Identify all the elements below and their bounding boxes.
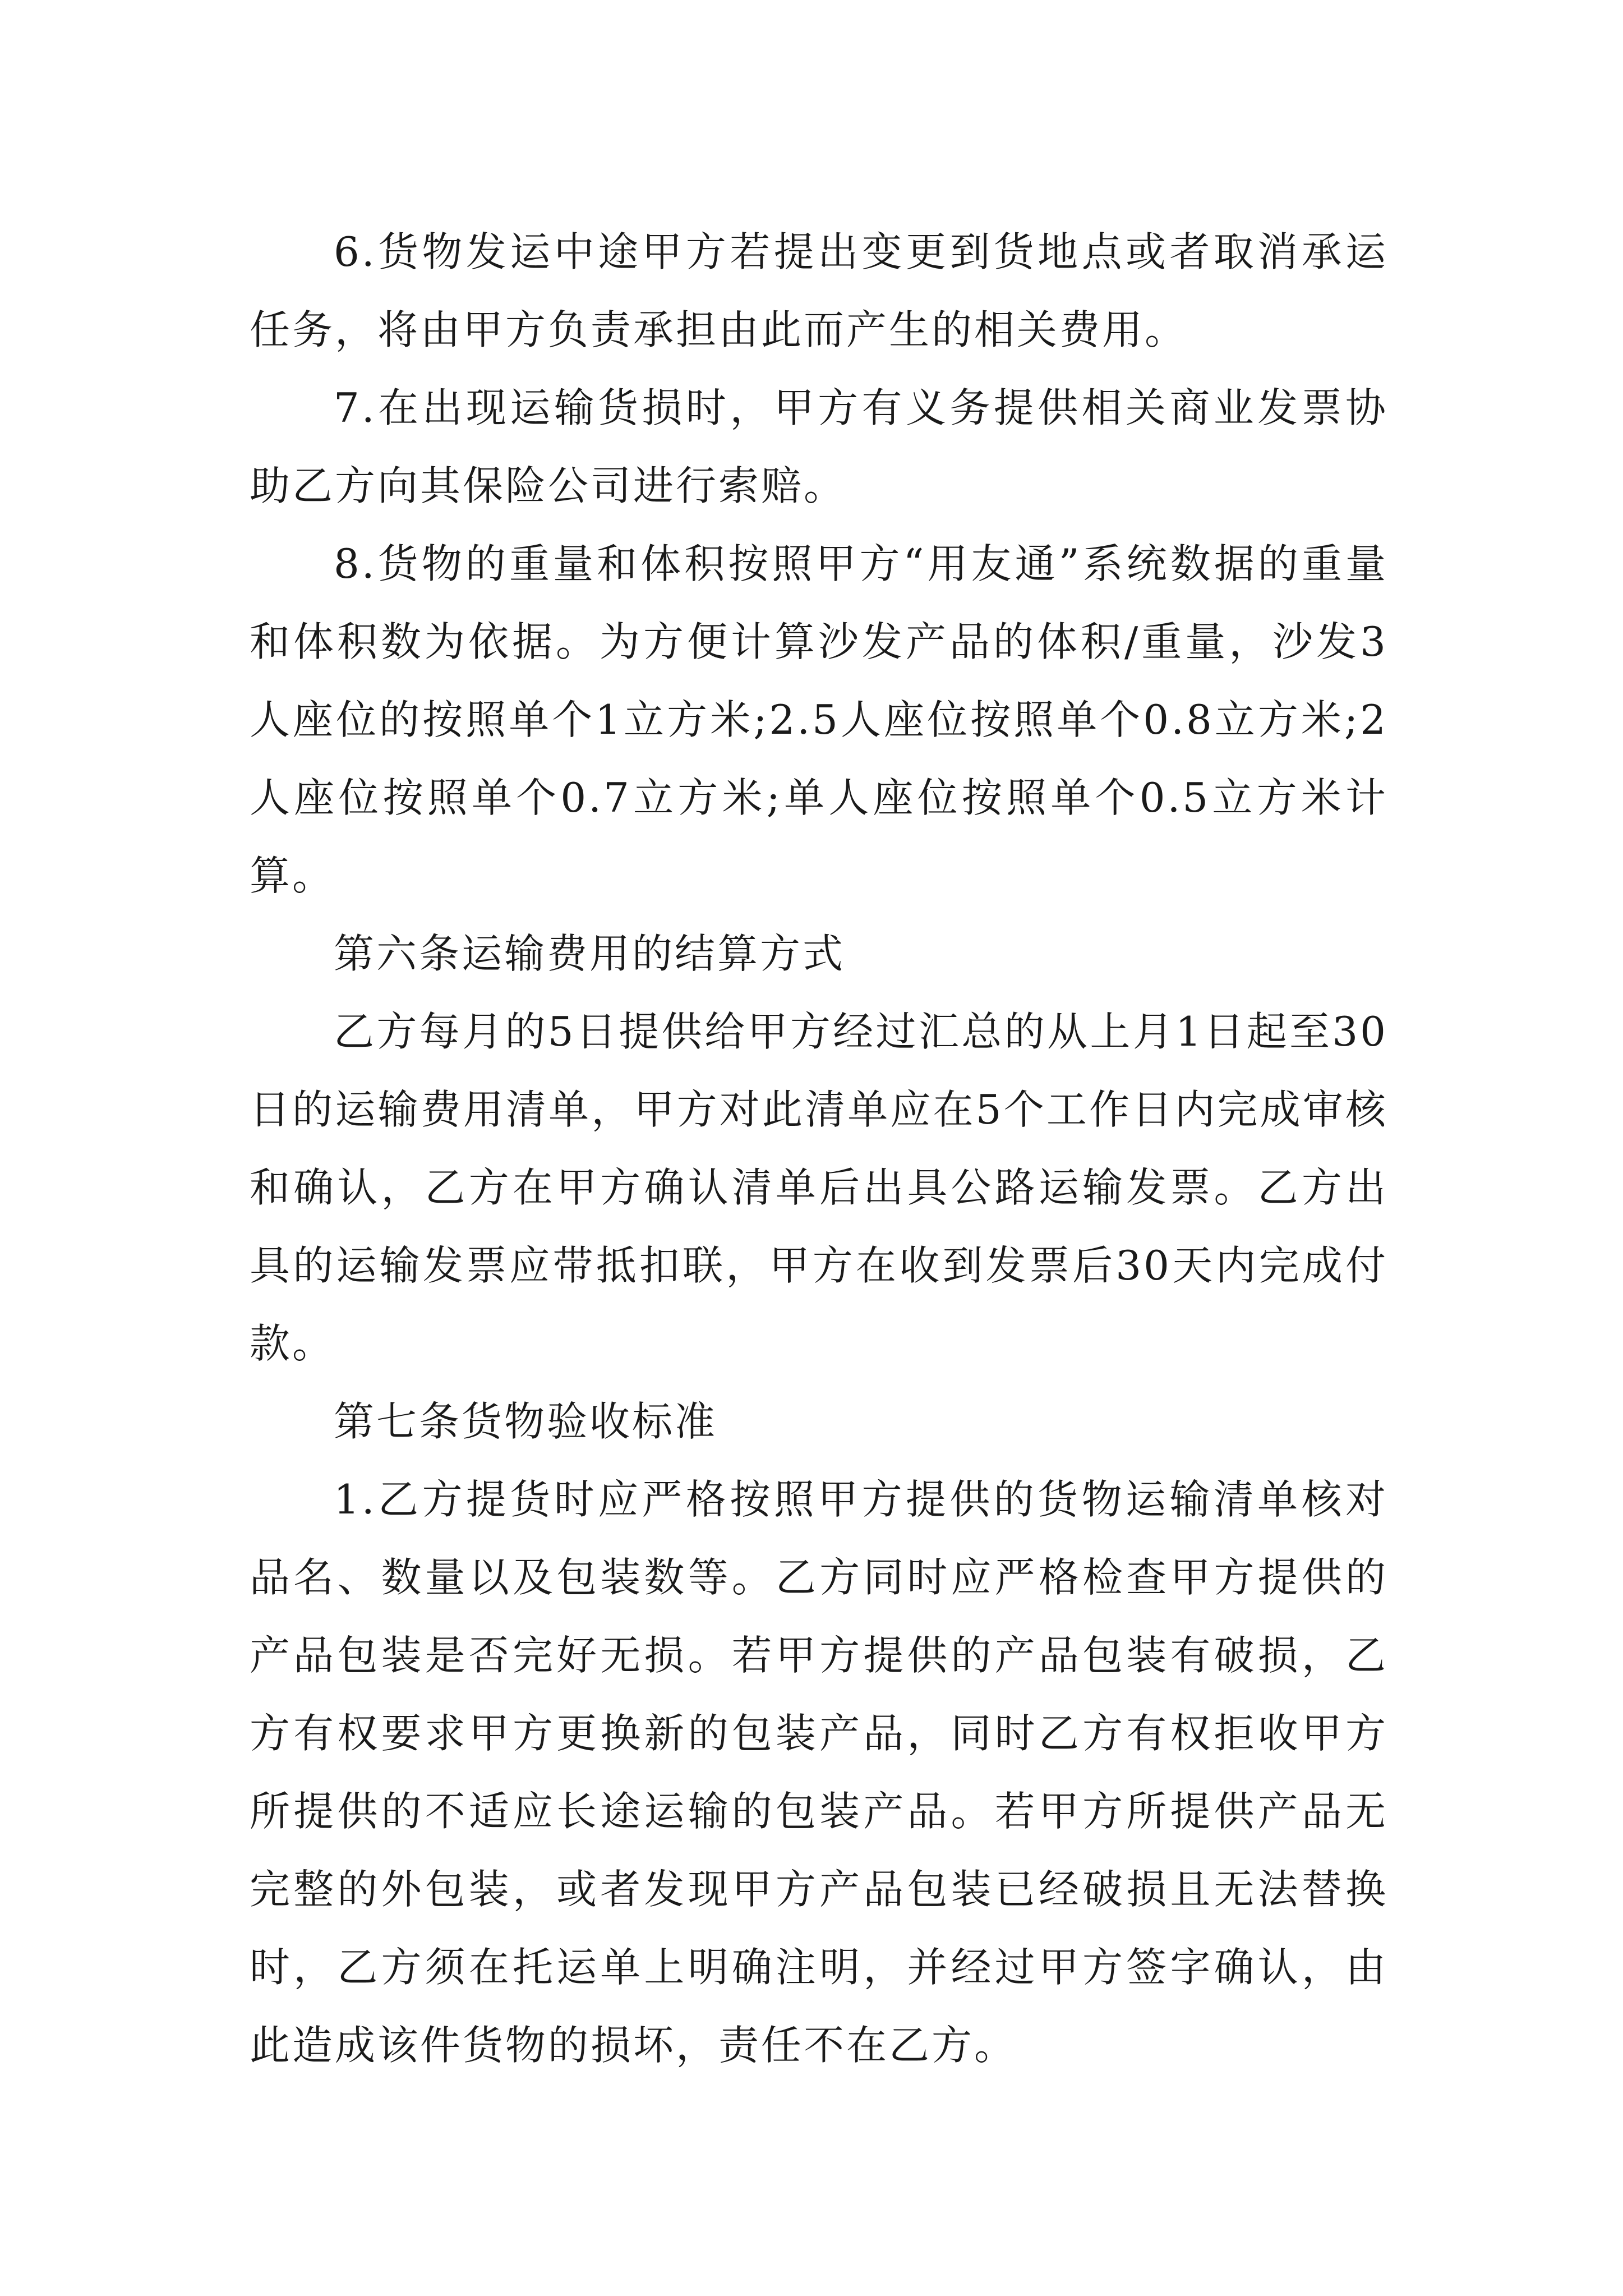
article-7-heading: 第七条货物验收标准 — [334, 1398, 718, 1445]
article-6-heading: 第六条运输费用的结算方式 — [334, 930, 846, 977]
document-body — [250, 213, 1388, 2085]
clause-6-paragraph: 6.货物发运中途甲方若提出变更到货地点或者取消承运任务，将由甲方负责承担由此而产生的相关费用。 — [250, 228, 1388, 353]
clause-8-paragraph: 8.货物的重量和体积按照甲方“用友通”系统数据的重量和体积数为依据。为方便计算沙发产品的体积/重量，沙发3人座位的按照单个1立方米;2.5人座位按照单个0.8立方米;2人座位按照单个0.7立方米;单人座位按照单个0.5立方米计算。 — [250, 540, 1388, 899]
clause-7-paragraph: 7.在出现运输货损时，甲方有义务提供相关商业发票协助乙方向其保险公司进行索赔。 — [250, 384, 1388, 509]
settlement-paragraph: 乙方每月的5日提供给甲方经过汇总的从上月1日起至30日的运输费用清单，甲方对此清单应在5个工作日内完成审核和确认，乙方在甲方确认清单后出具公路运输发票。乙方出具的运输发票应带抵扣联，甲方在收到发票后30天内完成付款。 — [250, 1008, 1388, 1367]
acceptance-clause-1-paragraph: 1.乙方提货时应严格按照甲方提供的货物运输清单核对品名、数量以及包装数等。乙方同时应严格检查甲方提供的产品包装是否完好无损。若甲方提供的产品包装有破损，乙方有权要求甲方更换新的包装产品，同时乙方有权拒收甲方所提供的不适应长途运输的包装产品。若甲方所提供产品无完整的外包装，或者发现甲方产品包装已经破损且无法替换时，乙方须在托运单上明确注明，并经过甲方签字确认，由此造成该件货物的损坏，责任不在乙方。 — [250, 1476, 1388, 2069]
